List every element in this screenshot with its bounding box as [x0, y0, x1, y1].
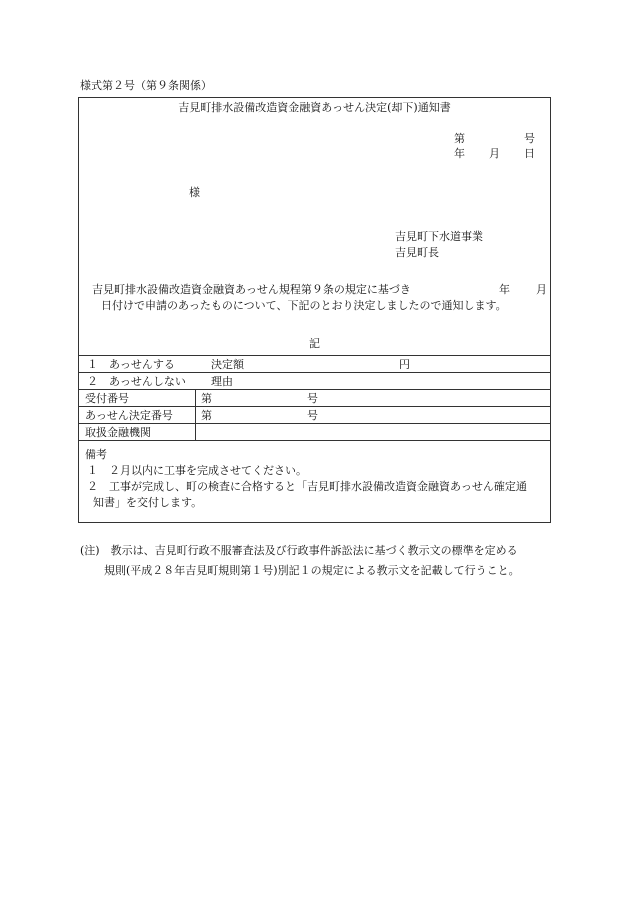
approve-label: １ あっせんする — [87, 358, 175, 371]
receipt-number-row — [79, 390, 550, 407]
remarks-section — [85, 447, 545, 511]
date-year: 年 — [454, 147, 465, 160]
body-line-1-month: 月 — [536, 283, 547, 296]
document-title: 吉見町排水設備改造資金融資あっせん決定(却下)通知書 — [178, 101, 451, 114]
number-prefix: 第 — [454, 132, 465, 145]
body-line-2: 日付けで申請のあったものについて、下記のとおり決定しましたので通知します。 — [101, 299, 507, 312]
decision-number-prefix: 第 — [201, 409, 212, 422]
date-day: 日 — [524, 147, 535, 160]
date-month: 月 — [489, 147, 500, 160]
reject-label: ２ あっせんしない — [87, 375, 186, 388]
reason-label: 理由 — [211, 375, 233, 388]
column-divider — [195, 390, 196, 406]
column-divider — [195, 407, 196, 423]
form-label: 様式第２号（第９条関係） — [80, 79, 212, 92]
bank-label: 取扱金融機関 — [85, 426, 151, 439]
decision-number-label: あっせん決定番号 — [85, 409, 173, 422]
bank-row — [79, 424, 550, 441]
addressee-suffix: 様 — [189, 186, 200, 199]
note-line-2: 規則(平成２８年吉見町規則第１号)別記１の規定による教示文を記載して行うこと。 — [104, 564, 520, 577]
issuer-head: 吉見町長 — [395, 246, 439, 259]
ki-marker: 記 — [309, 337, 320, 350]
approve-row — [79, 356, 550, 373]
note-line-1: (注) 教示は、吉見町行政不服審査法及び行政事件訴訟法に基づく教示文の標準を定める — [80, 544, 518, 557]
receipt-number-prefix: 第 — [201, 392, 212, 405]
remarks-item-1: １ ２月以内に工事を完成させてください。 — [87, 464, 307, 477]
decision-number-suffix: 号 — [307, 409, 318, 422]
yen-unit: 円 — [399, 358, 410, 371]
remarks-item-2-line-2: 知書」を交付します。 — [93, 496, 203, 509]
issuer-organization: 吉見町下水道事業 — [395, 230, 483, 243]
notice-frame — [78, 97, 551, 523]
receipt-number-suffix: 号 — [307, 392, 318, 405]
reject-row — [79, 373, 550, 390]
remarks-heading: 備考 — [85, 448, 107, 461]
remarks-item-2-line-1: ２ 工事が完成し、町の検査に合格すると「吉見町排水設備改造資金融資あっせん確定通 — [87, 480, 527, 493]
decision-table — [79, 355, 550, 441]
decision-number-row — [79, 407, 550, 424]
body-line-1-text: 吉見町排水設備改造資金融資あっせん規程第９条の規定に基づき — [92, 283, 411, 296]
body-line-1-year: 年 — [499, 283, 510, 296]
decision-amount-label: 決定額 — [211, 358, 244, 371]
column-divider — [195, 424, 196, 440]
number-suffix: 号 — [524, 132, 535, 145]
receipt-number-label: 受付番号 — [85, 392, 129, 405]
